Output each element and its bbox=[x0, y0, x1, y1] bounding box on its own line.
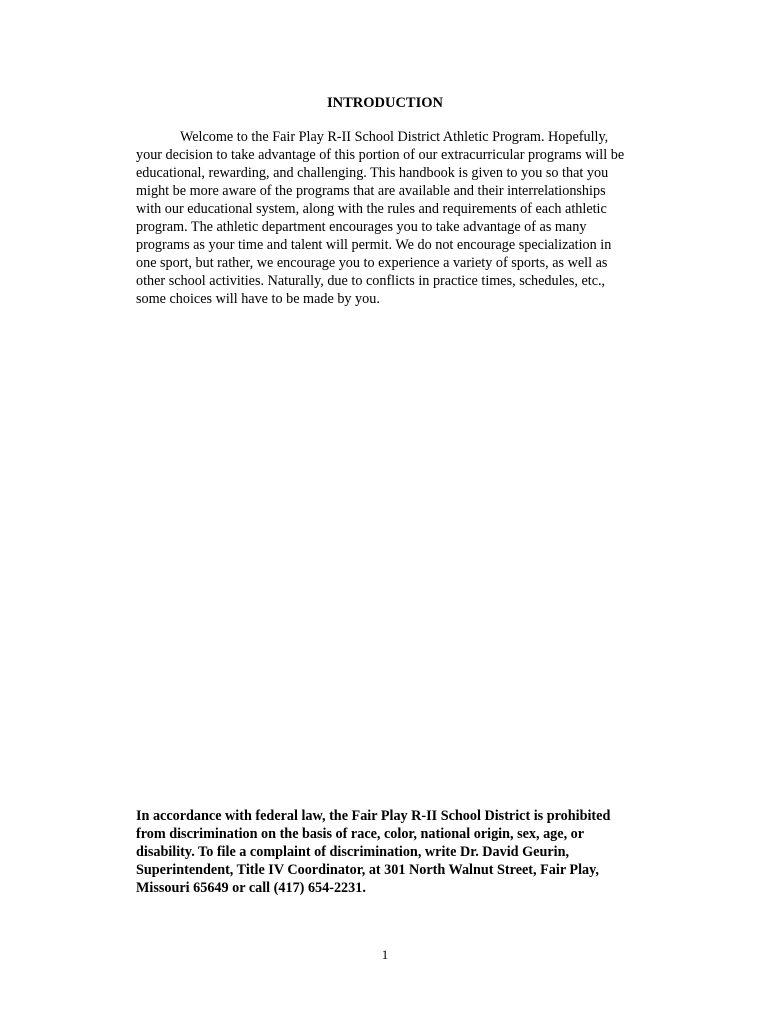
notice-line: Superintendent, Title IV Coordinator, at 301 North Walnut Street, Fair Play, bbox=[136, 862, 599, 878]
paragraph-line: program. The athletic department encourages you to take advantage of as many bbox=[136, 219, 587, 235]
paragraph-line: other school activities. Naturally, due to conflicts in practice times, schedules, etc., bbox=[136, 273, 606, 289]
paragraph-line: programs as your time and talent will permit. We do not encourage specialization in bbox=[136, 237, 612, 253]
paragraph-line: with our educational system, along with the rules and requirements of each athletic bbox=[136, 201, 607, 217]
paragraph-line: one sport, but rather, we encourage you to experience a variety of sports, as well as bbox=[136, 255, 608, 271]
notice-line: Missouri 65649 or call (417) 654-2231. bbox=[136, 880, 366, 896]
notice-line: In accordance with federal law, the Fair Play R-II School District is prohibited bbox=[136, 808, 611, 824]
paragraph-line: Welcome to the Fair Play R-II School District Athletic Program. Hopefully, bbox=[180, 129, 609, 145]
notice-line: disability. To file a complaint of discrimination, write Dr. David Geurin, bbox=[136, 844, 570, 860]
page-number: 1 bbox=[381, 947, 389, 962]
paragraph-line: some choices will have to be made by you. bbox=[136, 291, 380, 307]
nondiscrimination-notice bbox=[136, 807, 660, 897]
paragraph-line: educational, rewarding, and challenging. This handbook is given to you so that you bbox=[136, 165, 609, 181]
paragraph-line: might be more aware of the programs that are available and their interrelationships bbox=[136, 183, 606, 199]
paragraph-line: your decision to take advantage of this portion of our extracurricular programs will be bbox=[136, 147, 625, 163]
page-heading: INTRODUCTION bbox=[326, 95, 443, 111]
notice-line: from discrimination on the basis of race, color, national origin, sex, age, or bbox=[136, 826, 585, 842]
introduction-paragraph bbox=[136, 128, 660, 308]
